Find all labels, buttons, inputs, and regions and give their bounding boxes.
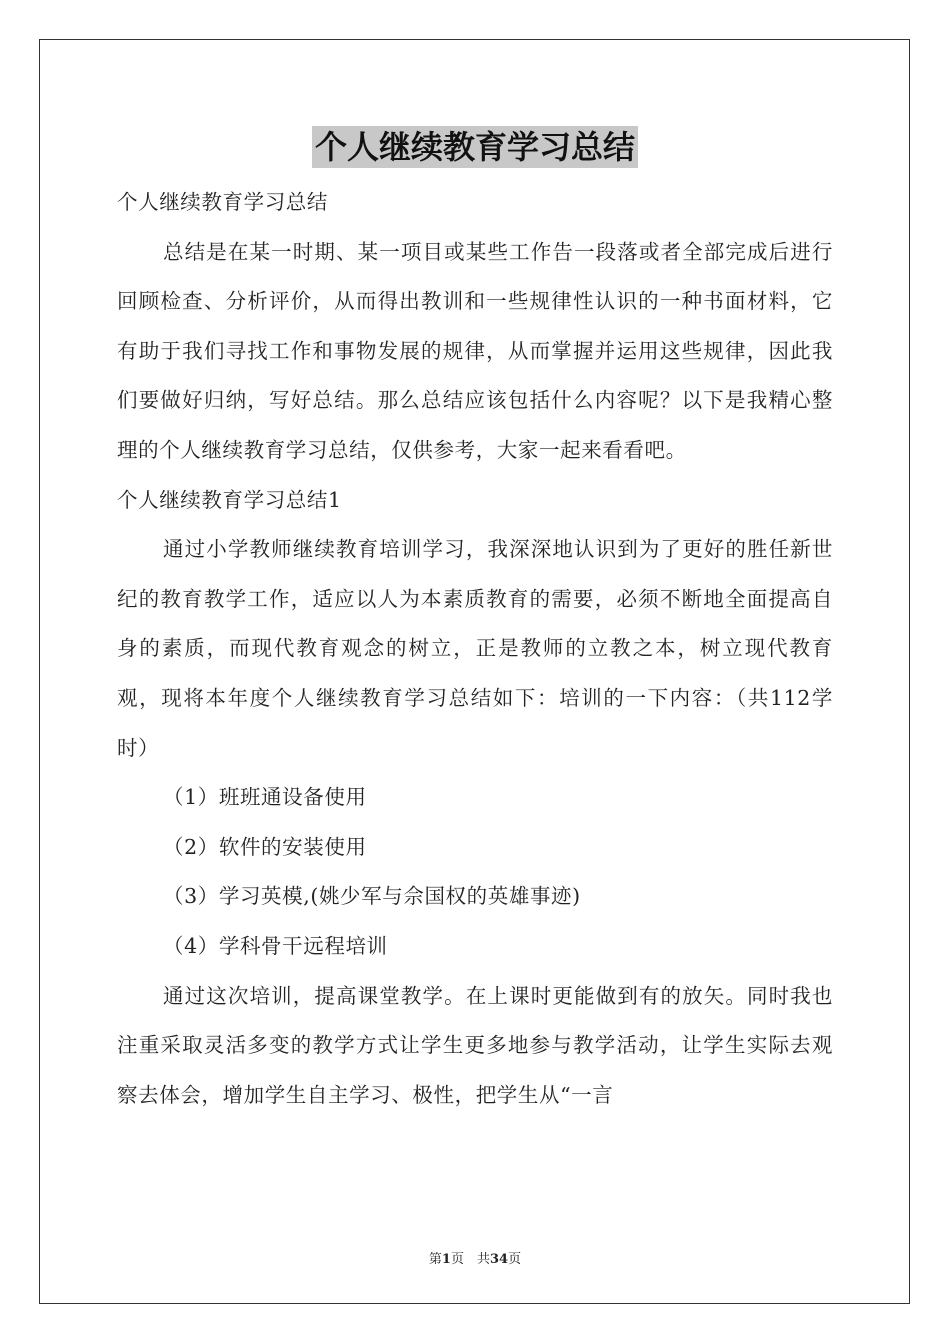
list-item: （1）班班通设备使用 (163, 785, 367, 810)
document-title: 个人继续教育学习总结 (312, 126, 638, 168)
page-number: 1 (441, 1252, 451, 1267)
total-pages: 34 (489, 1252, 509, 1267)
section-heading: 个人继续教育学习总结1 (117, 487, 342, 512)
footer-prefix: 第 (428, 1252, 442, 1267)
list-item: （2）软件的安装使用 (163, 834, 367, 859)
list-item: （3）学习英模,(姚少军与佘国权的英雄事迹) (163, 884, 581, 909)
list-item: （4）学科骨干远程培训 (163, 933, 388, 958)
document-body (117, 178, 833, 1120)
title-area (0, 126, 950, 168)
subtitle-line: 个人继续教育学习总结 (117, 190, 328, 214)
page-footer (0, 1248, 950, 1267)
footer-suffix: 页 (508, 1252, 522, 1267)
section-paragraph-1: 通过小学教师继续教育培训学习，我深深地认识到为了更好的胜任新世纪的教育教学工作，适应以人为本素质教育的需要，必须不断地全面提高自身的素质，而现代教育观念的树立，正是教师的立教之本，树立现代教育观，现将本年度个人继续教育学习总结如下：培训的一下内容：（共112学时） (117, 537, 833, 760)
intro-paragraph: 总结是在某一时期、某一项目或某些工作告一段落或者全部完成后进行回顾检查、分析评价，从而得出教训和一些规律性认识的一种书面材料，它有助于我们寻找工作和事物发展的规律，从而掌握并运用这些规律，因此我们要做好归纳，写好总结。那么总结应该包括什么内容呢？以下是我精心整理的个人继续教育学习总结，仅供参考，大家一起来看看吧。 (117, 239, 833, 462)
section-paragraph-2: 通过这次培训，提高课堂教学。在上课时更能做到有的放矢。同时我也注重采取灵活多变的教学方式让学生更多地参与教学活动，让学生实际去观察去体会，增加学生自主学习、极性，把学生从“一言 (117, 983, 833, 1107)
footer-middle: 页 共 (450, 1252, 490, 1267)
